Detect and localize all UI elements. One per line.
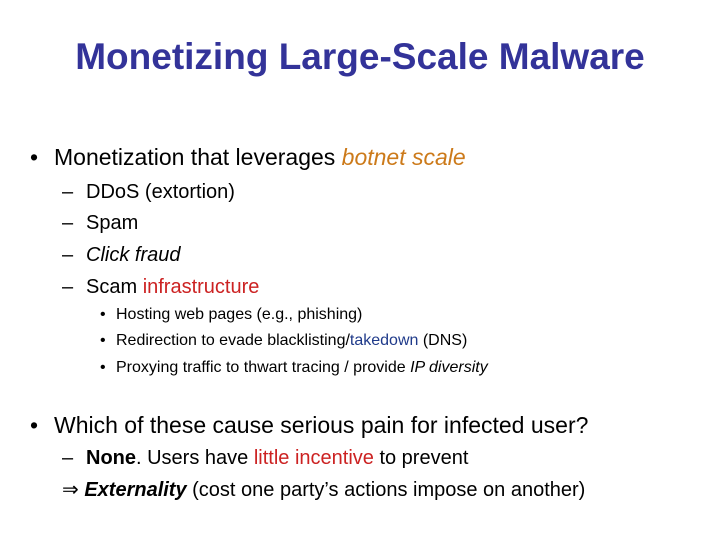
slide-title: Monetizing Large-Scale Malware [75, 36, 645, 77]
subitem-scam [62, 275, 259, 299]
subitem-text: Scam [86, 276, 143, 298]
bullet-glyph: • [100, 332, 106, 349]
detail-text: Proxying traffic to thwart tracing / provide [116, 359, 411, 376]
answer-suffix: to prevent [373, 447, 469, 469]
answer-line [62, 446, 468, 470]
dash-glyph: – [62, 212, 74, 234]
dash-glyph: – [62, 181, 74, 203]
subitem-text: DDoS (extortion) [86, 181, 235, 203]
detail-text: Hosting web pages (e.g., phishing) [116, 306, 363, 323]
question-text: Which of these cause serious pain for infected user? [54, 412, 589, 438]
dash-glyph: – [62, 447, 74, 469]
subitem-click-fraud [62, 243, 180, 267]
highlight-botnet-scale: botnet scale [341, 144, 466, 170]
highlight-ip-diversity: IP diversity [410, 359, 488, 376]
externality-line [62, 478, 585, 502]
bullet-glyph: • [30, 412, 39, 438]
bullet-monetization [30, 143, 466, 171]
detail-text-suffix: (DNS) [418, 332, 468, 349]
highlight-infrastructure: infrastructure [142, 276, 260, 298]
detail-proxying [100, 358, 488, 378]
highlight-takedown: takedown [349, 332, 419, 349]
externality-term: Externality [84, 479, 187, 501]
externality-definition: (cost one party’s actions impose on another) [186, 479, 586, 501]
detail-redirection [100, 331, 467, 351]
bullet-glyph: • [100, 306, 106, 323]
subitem-text: Click fraud [86, 244, 181, 266]
bullet-question [30, 411, 588, 439]
subitem-ddos [62, 180, 235, 204]
dash-glyph: – [62, 244, 74, 266]
detail-hosting [100, 305, 362, 325]
answer-text: . Users have [136, 447, 254, 469]
subitem-spam [62, 211, 138, 235]
detail-text: Redirection to evade blacklisting/ [116, 332, 350, 349]
implies-glyph: ⇒ [62, 479, 79, 501]
dash-glyph: – [62, 276, 74, 298]
bullet-glyph: • [30, 144, 39, 170]
answer-none: None [86, 447, 136, 469]
subitem-text: Spam [86, 212, 139, 234]
highlight-little-incentive: little incentive [253, 447, 374, 469]
bullet-text: Monetization that leverages [54, 144, 342, 170]
bullet-glyph: • [100, 359, 106, 376]
